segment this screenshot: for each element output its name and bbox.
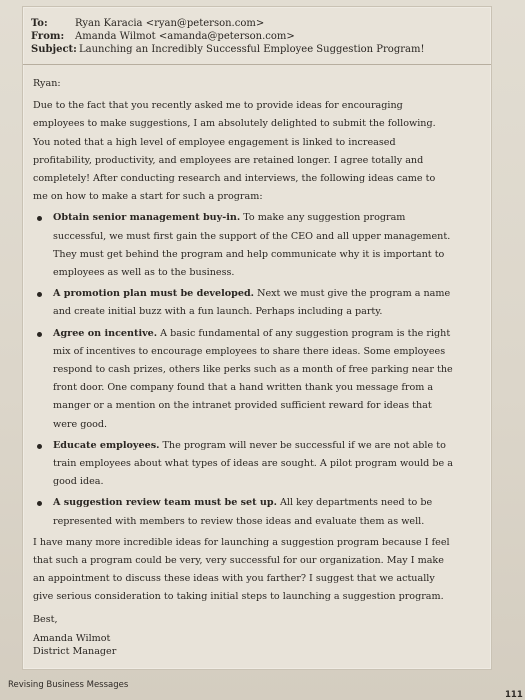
signature-block: [33, 613, 453, 658]
list-item: [33, 494, 453, 530]
point-lead: A suggestion review team must be set up.: [53, 497, 277, 509]
bullet-icon: [37, 292, 42, 297]
point-text: All key departments need to be represented with members to review those ideas and evaluate them as well.: [53, 497, 433, 527]
suggestion-list: [33, 209, 453, 530]
list-item: [33, 209, 453, 282]
bullet-icon: [37, 444, 42, 449]
footer-section-title: Revising Business Messages: [8, 680, 129, 690]
to-row: [31, 17, 483, 30]
point-lead: A promotion plan must be developed.: [53, 288, 255, 300]
subject-value: Launching an Incredibly Successful Employee Suggestion Program!: [79, 44, 425, 55]
list-item: [33, 325, 453, 434]
sender-title: District Manager: [33, 645, 117, 657]
list-item: [33, 437, 453, 492]
sign-off: Best,: [33, 613, 58, 625]
point-text: A basic fundamental of any suggestion program is the right mix of incentives to encourage employees to share there ideas. Some employees respond to cash prizes, others like perks such as a month of free parking near the front door. One company found that a hand written thank you message from a manger or a mention on the intranet provided sufficient reward for ideas that were good.: [53, 327, 453, 430]
memo-body: [33, 75, 453, 658]
point-text: The program will never be successful if we are not able to train employees about what types of ideas are sought. A pilot program would be a good idea.: [53, 439, 453, 488]
from-value: Amanda Wilmot <amanda@peterson.com>: [75, 31, 295, 42]
sender-name: Amanda Wilmot: [33, 632, 111, 644]
subject-label: Subject:: [31, 44, 77, 55]
subject-row: [31, 43, 483, 56]
point-lead: Educate employees.: [53, 439, 160, 451]
memo-header: [31, 17, 483, 56]
bullet-icon: [37, 332, 42, 337]
from-label: From:: [31, 31, 65, 42]
memo-document: [22, 6, 492, 670]
bullet-icon: [37, 216, 42, 221]
page-number: 111: [505, 690, 523, 700]
point-lead: Agree on incentive.: [53, 327, 158, 339]
intro-paragraph: Due to the fact that you recently asked me to provide ideas for encouraging employees to make suggestions, I am absolutely delighted to submit the following. You noted that a high level of employee engagement is linked to increased profitability, productivity, and employees are retained longer. I agree totally and completely! After conducting research and interviews, the following ideas came to me on how to make a start for such a program:: [33, 100, 436, 203]
point-text: Next we must give the program a name and create initial buzz with a fun launch. Perhaps including a party.: [53, 288, 451, 318]
from-row: [31, 30, 483, 43]
salutation: Ryan:: [33, 78, 61, 89]
point-lead: Obtain senior management buy-in.: [53, 212, 241, 224]
to-value: Ryan Karacia <ryan@peterson.com>: [75, 18, 265, 29]
header-divider: [23, 64, 491, 65]
to-label: To:: [31, 18, 48, 29]
list-item: [33, 285, 453, 321]
closing-paragraph: I have many more incredible ideas for launching a suggestion program because I feel that such a program could be very, very successful for our organization. May I make an appointment to discuss these ideas with you farther? I suggest that we actually give serious consideration to taking initial steps to launching a suggestion program.: [33, 536, 450, 603]
bullet-icon: [37, 501, 42, 506]
point-text: To make any suggestion program successful, we must first gain the support of the CEO and all upper management. They must get behind the program and help communicate why it is important to employees as well as to the business.: [53, 212, 451, 279]
